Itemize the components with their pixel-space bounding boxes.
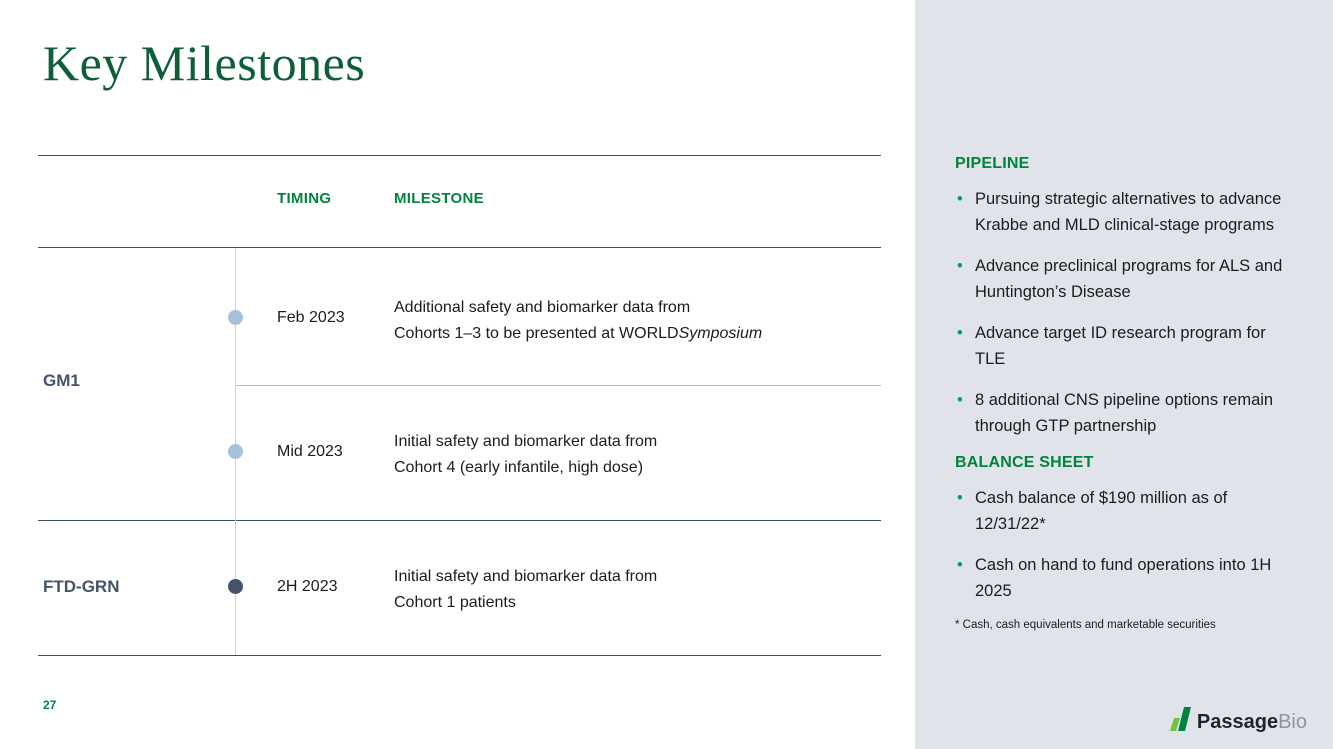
- table-header-rule: [38, 247, 881, 248]
- list-item: • Cash balance of $190 million as of 12/31/22*: [955, 485, 1285, 537]
- program-label-ftd-grn: FTD-GRN: [43, 577, 120, 596]
- timeline-dot: [228, 579, 243, 594]
- logo-wordmark: [1197, 709, 1307, 735]
- milestone-italic-text: Symposium: [678, 325, 763, 342]
- milestone-text: [394, 564, 894, 616]
- milestone-text: [394, 429, 894, 481]
- milestone-line: Cohort 4 (early infantile, high dose): [394, 459, 644, 476]
- column-header-timing: TIMING: [277, 190, 332, 207]
- slide-title: Key Milestones: [43, 35, 366, 91]
- column-header-milestone: MILESTONE: [394, 190, 484, 207]
- logo-suffix-text: Bio: [1278, 710, 1307, 733]
- row-separator-rule: [236, 385, 881, 386]
- program-label-gm1: GM1: [43, 371, 80, 390]
- list-item: • Advance target ID research program for TLE: [955, 320, 1285, 372]
- list-item: • Advance preclinical programs for ALS and Huntington’s Disease: [955, 253, 1285, 305]
- passage-bio-logo-icon: [1168, 706, 1192, 737]
- list-item: • Cash on hand to fund operations into 1H 2025: [955, 552, 1285, 604]
- timing-value: Mid 2023: [277, 443, 343, 460]
- table-group-rule: [38, 520, 881, 521]
- timing-value: 2H 2023: [277, 578, 338, 595]
- sidebar-heading-balance-sheet: BALANCE SHEET: [955, 454, 1094, 471]
- milestone-line: Cohort 1 patients: [394, 594, 516, 611]
- table-top-rule: [38, 155, 881, 156]
- milestone-line: Cohorts 1–3 to be presented at WORLDSymposium: [394, 325, 763, 342]
- list-item: • Pursuing strategic alternatives to advance Krabbe and MLD clinical-stage programs: [955, 186, 1285, 238]
- passage-bio-logo: [1168, 706, 1307, 737]
- milestone-line: Additional safety and biomarker data from: [394, 299, 691, 316]
- milestone-text: [394, 295, 894, 347]
- footnote: * Cash, cash equivalents and marketable securities: [955, 619, 1216, 631]
- page-number: 27: [43, 698, 57, 712]
- sidebar-heading-pipeline: PIPELINE: [955, 155, 1030, 172]
- milestone-line: Initial safety and biomarker data from: [394, 568, 658, 585]
- timeline-dot: [228, 444, 243, 459]
- logo-brand-text: Passage: [1196, 710, 1279, 733]
- balance-sheet-bullet-list: [955, 485, 1285, 604]
- sidebar: [915, 0, 1333, 749]
- table-bottom-rule: [38, 655, 881, 656]
- timing-value: Feb 2023: [277, 309, 345, 326]
- list-item: • 8 additional CNS pipeline options remain through GTP partnership: [955, 387, 1285, 439]
- milestone-line: Initial safety and biomarker data from: [394, 433, 658, 450]
- timeline-dot: [228, 310, 243, 325]
- pipeline-bullet-list: [955, 186, 1285, 439]
